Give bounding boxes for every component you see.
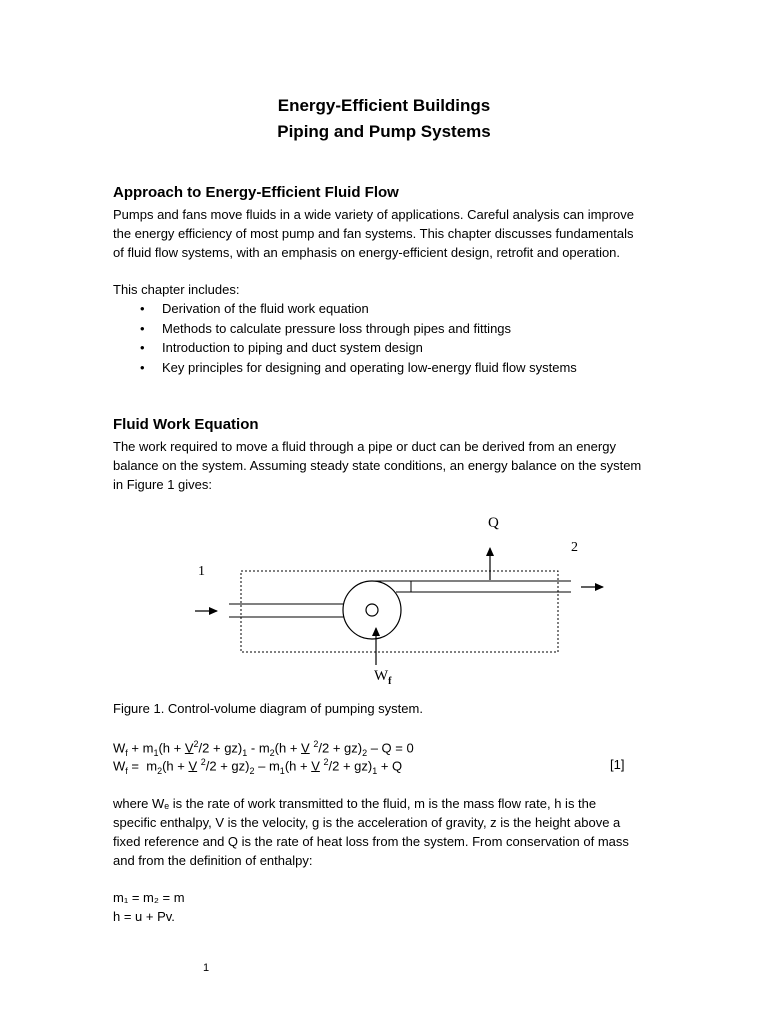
label-q: Q xyxy=(488,515,499,531)
list-item: • Key principles for designing and operating low-energy fluid flow systems xyxy=(140,358,577,378)
list-item: • Derivation of the fluid work equation xyxy=(140,299,577,319)
document-subtitle: Piping and Pump Systems xyxy=(277,122,491,141)
section-approach-paragraph xyxy=(113,205,673,262)
paragraph-line: of fluid flow systems, with an emphasis on energy-efficient design, retrofit and operation. xyxy=(113,245,621,260)
section-heading-fluid-work: Fluid Work Equation xyxy=(113,416,259,433)
includes-intro: This chapter includes: xyxy=(113,282,240,297)
paragraph-line: The work required to move a fluid through a pipe or duct can be derived from an energy xyxy=(113,439,616,454)
label-w: W xyxy=(374,668,389,684)
outlet-pipe xyxy=(372,581,571,592)
paragraph-line: where Wₑ is the rate of work transmitted to the fluid, m is the mass flow rate, h is the xyxy=(113,796,597,811)
chapter-includes-list xyxy=(140,299,577,377)
paragraph-line: specific enthalpy, V is the velocity, g is the acceleration of gravity, z is the height above a xyxy=(113,815,621,830)
figure-caption: Figure 1. Control-volume diagram of pumping system. xyxy=(113,701,423,716)
section-heading-approach: Approach to Energy-Efficient Fluid Flow xyxy=(113,184,399,201)
inlet-pipe xyxy=(229,604,346,617)
document-title: Energy-Efficient Buildings xyxy=(277,96,491,115)
pump-impeller xyxy=(366,604,378,616)
section-fluid-work-paragraph xyxy=(113,437,673,494)
energy-balance-equation: $W_f + m_1(h + V^2/2 + gz)_1 - m_2(h + V$ $^2/2 + gz)_2 - Q = 0$ xyxy=(113,739,414,758)
paragraph-line: in Figure 1 gives: xyxy=(113,477,212,492)
list-item: • Methods to calculate pressure loss through pipes and fittings xyxy=(140,319,577,339)
where-paragraph xyxy=(113,794,673,870)
label-w-sub: f xyxy=(388,676,392,687)
paragraph-line: Pumps and fans move fluids in a wide variety of applications. Careful analysis can improve xyxy=(113,207,634,222)
label-2: 2 xyxy=(571,540,578,555)
label-wf xyxy=(374,668,392,687)
label-1: 1 xyxy=(198,564,205,579)
enthalpy-relation: h = u + Pv. xyxy=(113,909,175,924)
equation-number: [1] xyxy=(610,757,625,772)
fluid-work-equation: $W_f = m_2(h + V$ $^2/2 + gz)_2 - m_1(h + V$ $^2/2 + gz)_1 + Q$ xyxy=(113,757,403,776)
list-item: • Introduction to piping and duct system design xyxy=(140,338,577,358)
paragraph-line: the energy efficiency of most pump and fan systems. This chapter discusses fundamentals xyxy=(113,226,634,241)
paragraph-line: and from the definition of enthalpy: xyxy=(113,853,313,868)
page-number: 1 xyxy=(203,962,210,974)
paragraph-line: fixed reference and Q is the rate of heat loss from the system. From conservation of mass xyxy=(113,834,629,849)
mass-relation: m₁ = m₂ = m xyxy=(113,890,185,905)
paragraph-line: balance on the system. Assuming steady state conditions, an energy balance on the system xyxy=(113,458,642,473)
